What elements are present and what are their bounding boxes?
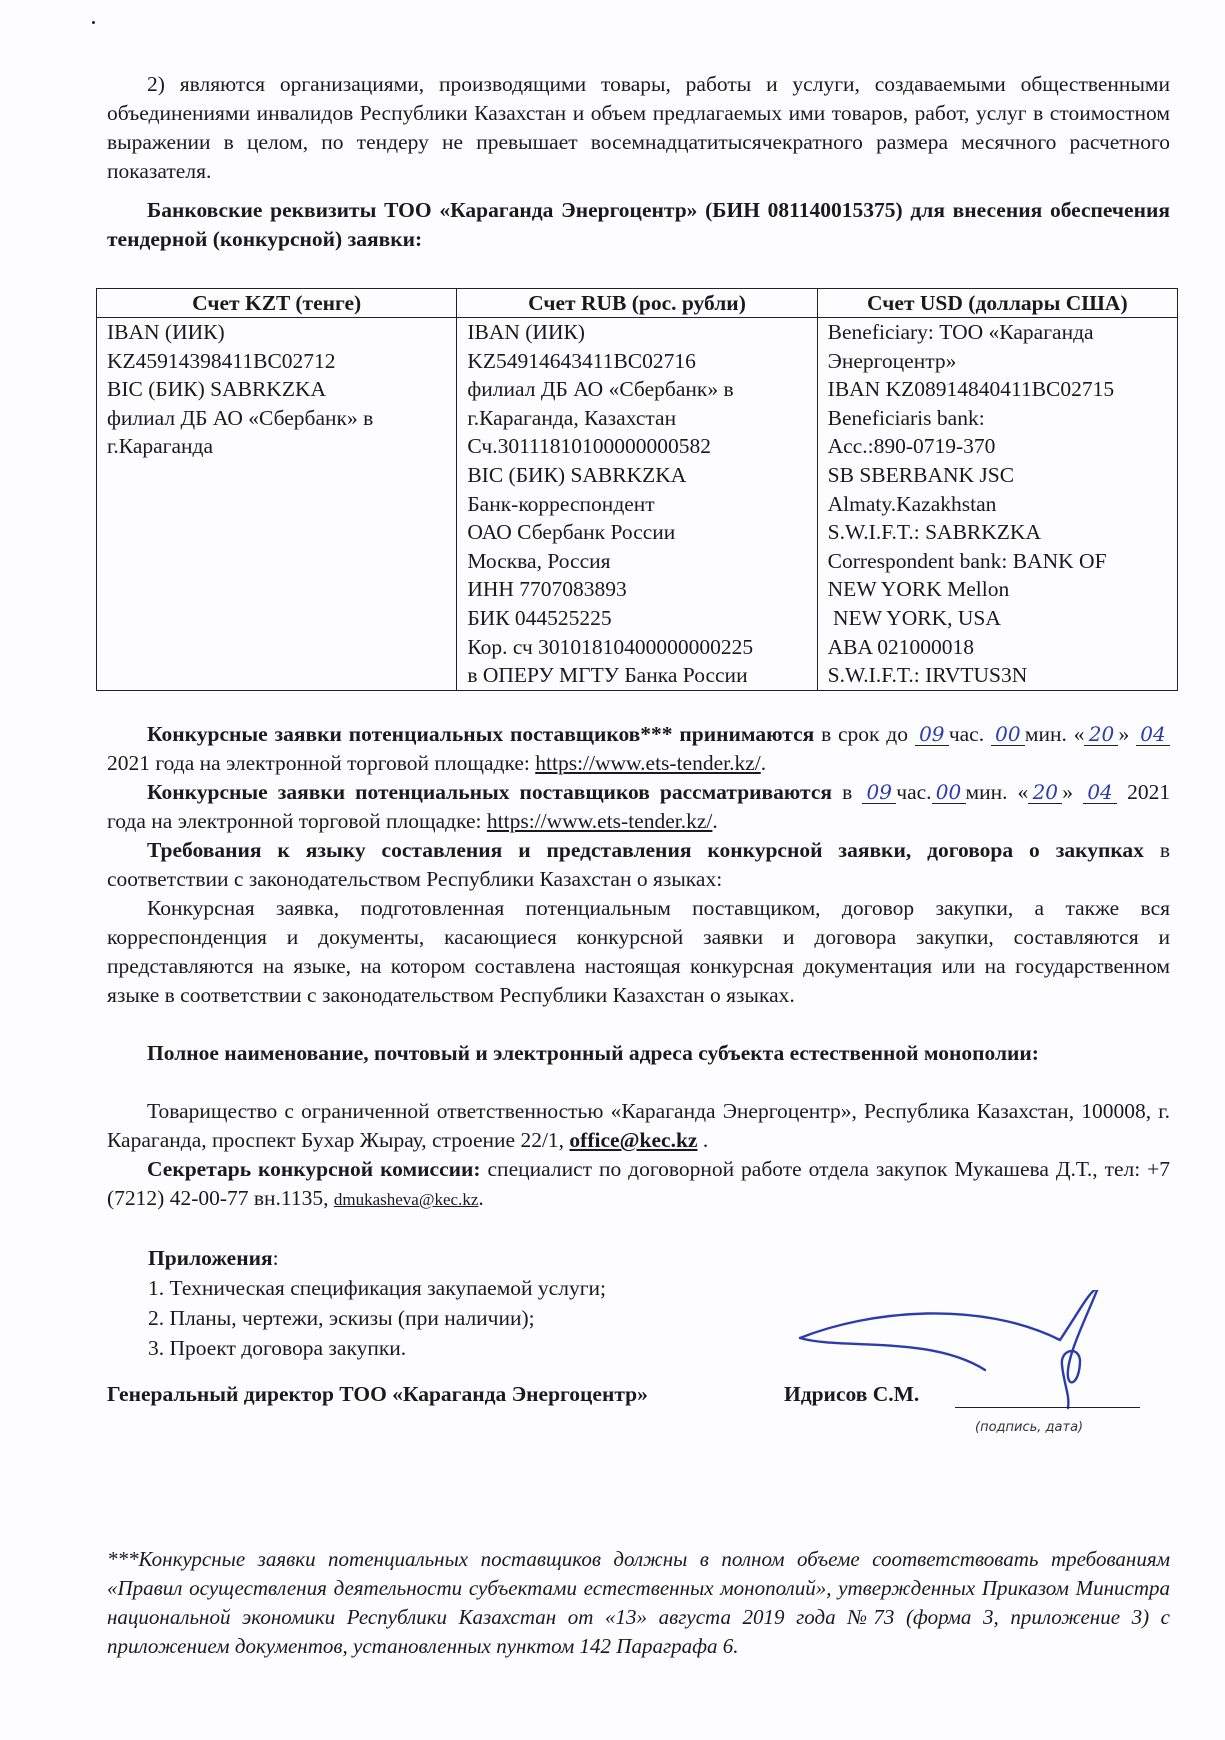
- rub-cell: IBAN (ИИК) KZ54914643411BC02716 филиал ДБ АО «Сбербанк» в г.Караганда, Казахстан Сч.30111810100000000582 BIC (БИК) SABRKZKA Банк-корреспондент ОАО Сбербанк России Москва, Россия ИНН 7707083893 БИК 044525225 Кор. сч 30101810400000000225 в ОПЕРУ МГТУ Банка России: [457, 318, 817, 691]
- address-heading: Полное наименование, почтовый и электронный адреса субъекта естественной монополии:: [147, 1041, 1039, 1065]
- attachments-title: Приложения:: [148, 1246, 279, 1270]
- signer-position: Генеральный директор ТОО «Караганда Энергоцентр»: [107, 1382, 648, 1406]
- footnote: ***Конкурсные заявки потенциальных поставщиков должны в полном объеме соответствовать требованиям «Правил осуществления деятельности субъектами естественных монополий», утвержденных Приказом Министра национальной экономики Республики Казахстан от «13» августа 2019 года №73 (форма 3, приложение 3) с приложением документов, установленных пунктом 142 Параграфа 6.: [107, 1547, 1170, 1658]
- signature-line: [955, 1407, 1140, 1408]
- header-usd: Счет USD (доллары США): [817, 289, 1177, 318]
- handwritten-hour: 09: [862, 781, 896, 804]
- review-paragraph: Конкурсные заявки потенциальных поставщиков рассматриваются в 09 час. 00 мин. « 20 » 04 2021 года на электронной торговой площадке: https://www.ets-tender.kz/.: [107, 780, 1171, 833]
- bank-details-table: [96, 288, 1178, 691]
- signer-name: Идрисов С.М.: [784, 1382, 920, 1406]
- secretary-email-link[interactable]: dmukasheva@kec.kz: [333, 1190, 479, 1209]
- header-kzt: Счет KZT (тенге): [97, 289, 457, 318]
- usd-cell: Beneficiary: ТОО «Караганда Энергоцентр» IBAN KZ08914840411BC02715 Beneficiaris bank: Acc.:890-0719-370 SB SBERBANK JSC Almaty.Kazakhstan S.W.I.F.T.: SABRKZKA Correspondent bank: BANK OF NEW YORK Mellon NEW YORK, USA ABA 021000018 S.W.I.F.T.: IRVTUS3N: [817, 318, 1177, 691]
- list-item: 2. Планы, чертежи, эскизы (при наличии);: [148, 1306, 535, 1330]
- list-item: 1. Техническая спецификация закупаемой услуги;: [148, 1276, 606, 1300]
- handwritten-day: 20: [1084, 723, 1118, 746]
- bank-heading: Банковские реквизиты ТОО «Караганда Энергоцентр» (БИН 081140015375) для внесения обеспечения тендерной (конкурсной) заявки:: [107, 198, 1170, 251]
- secretary-paragraph: Секретарь конкурсной комиссии: специалист по договорной работе отдела закупок Мукашева Д.Т., тел: +7 (7212) 42-00-77 вн.1135, dmukasheva@kec.kz.: [107, 1157, 1171, 1210]
- handwritten-minute: 00: [991, 723, 1025, 746]
- office-email-link[interactable]: office@kec.kz: [569, 1128, 698, 1152]
- table-header-row: [97, 289, 1178, 318]
- address-body: Товарищество с ограниченной ответственностью «Караганда Энергоцентр», Республика Казахстан, 100008, г. Караганда, проспект Бухар Жырау, строение 22/1, office@kec.kz .: [107, 1099, 1170, 1152]
- paragraph-2: 2) являются организациями, производящими товары, работы и услуги, создаваемыми общественными объединениями инвалидов Республики Казахстан и объем предлагаемых ими товаров, работ, услуг в стоимостном выражении в целом, по тендеру не превышает восемнадцатитысячекратного размера месячного расчетного показателя.: [107, 72, 1170, 183]
- language-body: Конкурсная заявка, подготовленная потенциальным поставщиком, договор закупки, а также вся корреспонденция и документы, касающиеся конкурсной заявки и договора закупки, составляются и представляются на языке, на котором составлена настоящая конкурсная документация или на государственном языке в соответствии с законодательством Республики Казахстан о языках.: [107, 896, 1170, 1007]
- ets-tender-link[interactable]: https://www.ets-tender.kz/: [535, 751, 761, 775]
- attachments-list: [148, 1243, 606, 1363]
- ets-tender-link[interactable]: https://www.ets-tender.kz/: [486, 809, 713, 833]
- language-requirements: Требования к языку составления и представления конкурсной заявки, договора о закупках в соответствии с законодательством Республики Казахстан о языках:: [107, 838, 1171, 891]
- list-item: 3. Проект договора закупки.: [148, 1336, 407, 1360]
- handwritten-hour: 09: [915, 723, 949, 746]
- handwritten-minute: 00: [932, 781, 966, 804]
- signature-caption: (подпись, дата): [975, 1420, 1084, 1435]
- header-rub: Счет RUB (рос. рубли): [457, 289, 817, 318]
- handwritten-month: 04: [1136, 723, 1170, 746]
- kzt-cell: IBAN (ИИК) KZ45914398411BC02712 BIC (БИК) SABRKZKA филиал ДБ АО «Сбербанк» в г.Караганда: [97, 318, 457, 691]
- deadline-paragraph: Конкурсные заявки потенциальных поставщиков*** принимаются в срок до 09 час. 00 мин. « 20 » 042021 года на электронной торговой площадке: https://www.ets-tender.kz/.: [107, 720, 1170, 778]
- table-row: [97, 318, 1178, 691]
- handwritten-month: 04: [1083, 781, 1117, 804]
- scan-speck: [92, 21, 95, 24]
- handwritten-day: 20: [1028, 781, 1062, 804]
